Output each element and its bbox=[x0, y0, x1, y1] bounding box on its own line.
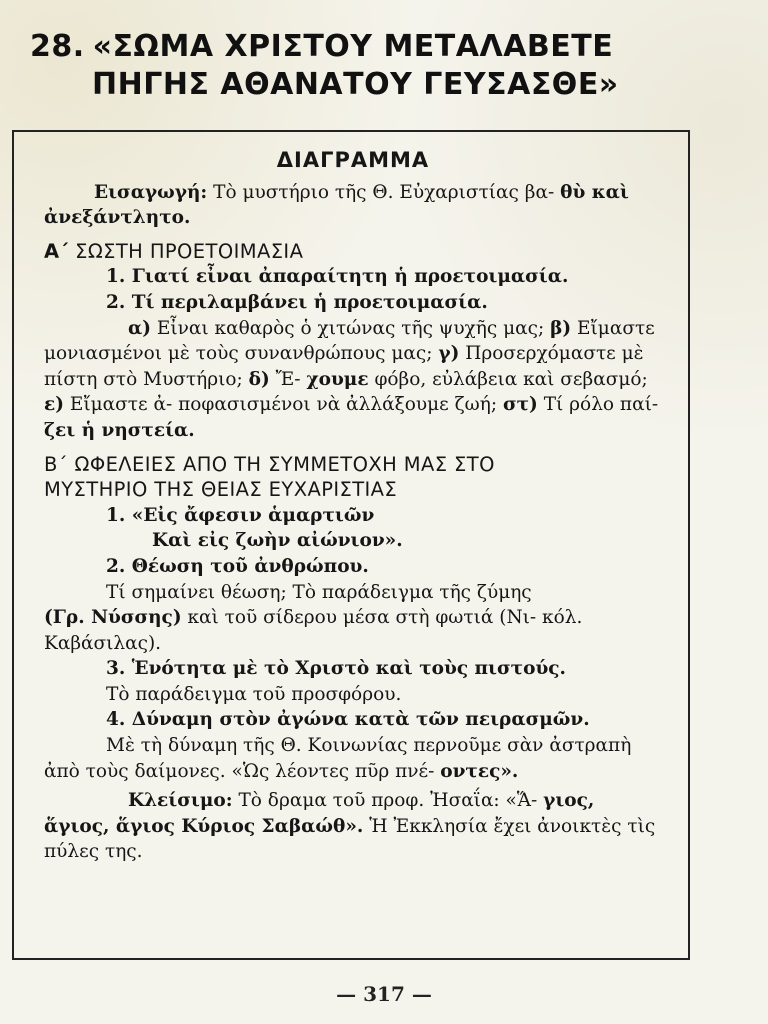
section-b-item-4: 4. Δύναμη στὸν ἀγώνα κατὰ τῶν πειρασμῶν. bbox=[106, 709, 590, 731]
intro-text-bold: θὺ καὶ ἀνεξάντλητο. bbox=[44, 181, 629, 229]
section-b-title-line1: Β΄ ΩΦΕΛΕΙΕΣ ΑΠΟ ΤΗ ΣΥΜΜΕΤΟΧΗ ΜΑΣ ΣΤΟ bbox=[44, 452, 495, 476]
outline-box bbox=[12, 130, 690, 960]
intro-paragraph bbox=[44, 180, 662, 231]
outline-title: ΔΙΑΓΡΑΜΜΑ bbox=[276, 148, 430, 172]
item-2-body-ref: (Γρ. Νύσσης) bbox=[44, 607, 182, 629]
item-4-body-text-2: ἀστραπὴ ἀπὸ τοὺς δαίμονες. «Ὡς λέοντες πῦρ πνέ- bbox=[44, 735, 632, 782]
subitem-b-label: β) bbox=[550, 317, 572, 339]
section-a-heading bbox=[44, 239, 662, 265]
section-b-heading bbox=[44, 452, 662, 503]
subitem-g-label: γ) bbox=[438, 343, 460, 365]
chapter-number: 28. bbox=[30, 29, 85, 64]
subitem-a-text: Εἶναι καθαρὸς ὁ χιτώνας τῆς ψυχῆς μας; bbox=[156, 317, 545, 339]
item-4-body-text-1: Μὲ τὴ δύναμη τῆς Θ. Κοινωνίας περνοῦμε σὰν bbox=[106, 735, 544, 757]
subitem-d-text-1: Ἔ- bbox=[275, 368, 301, 390]
item-2-body-text-3: κόλ. Καβάσιλας). bbox=[44, 607, 583, 654]
subitem-st-text-1: Τί ρόλο παί- bbox=[543, 394, 659, 416]
subitem-g-text: Προσερχόμαστε μὲ πίστη στὸ Μυστήριο; bbox=[44, 343, 644, 390]
intro-text: Τὸ μυστήριο τῆς Θ. Εὐχαριστίας βα- bbox=[213, 181, 555, 203]
section-a-item-1: 1. Γιατί εἶναι ἀπαραίτητη ἡ προετοιμασία. bbox=[106, 266, 569, 288]
item-2-body-text-1: Τί σημαίνει θέωση; Τὸ παράδειγμα τῆς ζύμης bbox=[106, 581, 532, 603]
chapter-title-line1: «ΣΩΜΑ ΧΡΙΣΤΟΥ ΜΕΤΑΛΑΒΕΤΕ bbox=[92, 29, 614, 64]
section-a-subitems bbox=[44, 316, 662, 444]
section-b-item-2: 2. Θέωση τοῦ ἀνθρώπου. bbox=[106, 555, 369, 577]
subitem-st-text-2: ζει ἡ νηστεία. bbox=[44, 419, 195, 441]
section-b-title-line2: ΜΥΣΤΗΡΙΟ ΤΗΣ ΘΕΙΑΣ ΕΥΧΑΡΙΣΤΙΑΣ bbox=[44, 478, 398, 502]
section-b-item-4-body bbox=[44, 733, 662, 784]
section-b-item-3: 3. Ἑνότητα μὲ τὸ Χριστὸ καὶ τοὺς πιστούς. bbox=[106, 658, 566, 680]
closing-text-1: Τὸ δραμα τοῦ προφ. Ἠσαΐα: «Ἅ- bbox=[238, 790, 538, 812]
subitem-st-label: στ) bbox=[502, 394, 538, 416]
closing-label: Κλείσιμο: bbox=[128, 790, 233, 812]
closing-text-2a: γιος, ἅγιος, ἅγιος Κύριος Σαβαώθ». bbox=[44, 790, 595, 837]
closing-paragraph bbox=[44, 788, 662, 865]
subitem-e-text-1: Εἴμαστε ἀ- bbox=[69, 394, 173, 416]
section-a-item-2: 2. Τί περιλαμβάνει ἡ προετοιμασία. bbox=[106, 291, 488, 313]
intro-label: Εισαγωγή: bbox=[94, 181, 208, 203]
item-2-body-text-2: καὶ τοῦ σίδερου μέσα στὴ φωτιά (Νι- bbox=[187, 607, 537, 629]
section-b-item-2-body bbox=[44, 580, 662, 606]
section-b-item-2-body-cont bbox=[44, 605, 662, 656]
subitem-b-text: Εἴμαστε μονιασμένοι μὲ τοὺς συνανθρώπους μας; bbox=[44, 317, 655, 365]
subitem-a-label: α) bbox=[128, 317, 151, 339]
section-b-item-1-line1: 1. «Εἰς ἄφεσιν ἁμαρτιῶν bbox=[106, 504, 375, 526]
subitem-d-text-2a: χουμε bbox=[306, 368, 369, 390]
closing-text-2b: Ἡ Ἐκκλησία bbox=[369, 815, 488, 837]
subitem-d-text-2b: φόβο, εὐλάβεια καὶ σεβασμό; bbox=[374, 368, 648, 390]
subitem-e-text-2: ποφασισμένοι νὰ ἀλλάξουμε ζωή; bbox=[178, 394, 498, 416]
subitem-d-label: δ) bbox=[248, 368, 270, 390]
page-number: — 317 — bbox=[336, 982, 432, 1006]
section-a-label: Α΄ bbox=[44, 239, 69, 263]
chapter-heading bbox=[30, 28, 730, 104]
item-4-body-text-3: οντες». bbox=[440, 760, 519, 782]
section-b-item-3-body: Τὸ παράδειγμα τοῦ προσφόρου. bbox=[106, 683, 402, 705]
chapter-title-line2: ΠΗΓΗΣ ΑΘΑΝΑΤΟΥ ΓΕΥΣΑΣΘΕ» bbox=[92, 67, 619, 102]
closing-text-3: ἔχει ἀνοικτὲς τὶς πύλες της. bbox=[44, 815, 656, 863]
section-b-item-1-line2: Καὶ εἰς ζωὴν αἰώνιον». bbox=[152, 530, 403, 552]
subitem-e-label: ε) bbox=[44, 394, 64, 416]
section-a-title: ΣΩΣΤΗ ΠΡΟΕΤΟΙΜΑΣΙΑ bbox=[75, 239, 304, 263]
